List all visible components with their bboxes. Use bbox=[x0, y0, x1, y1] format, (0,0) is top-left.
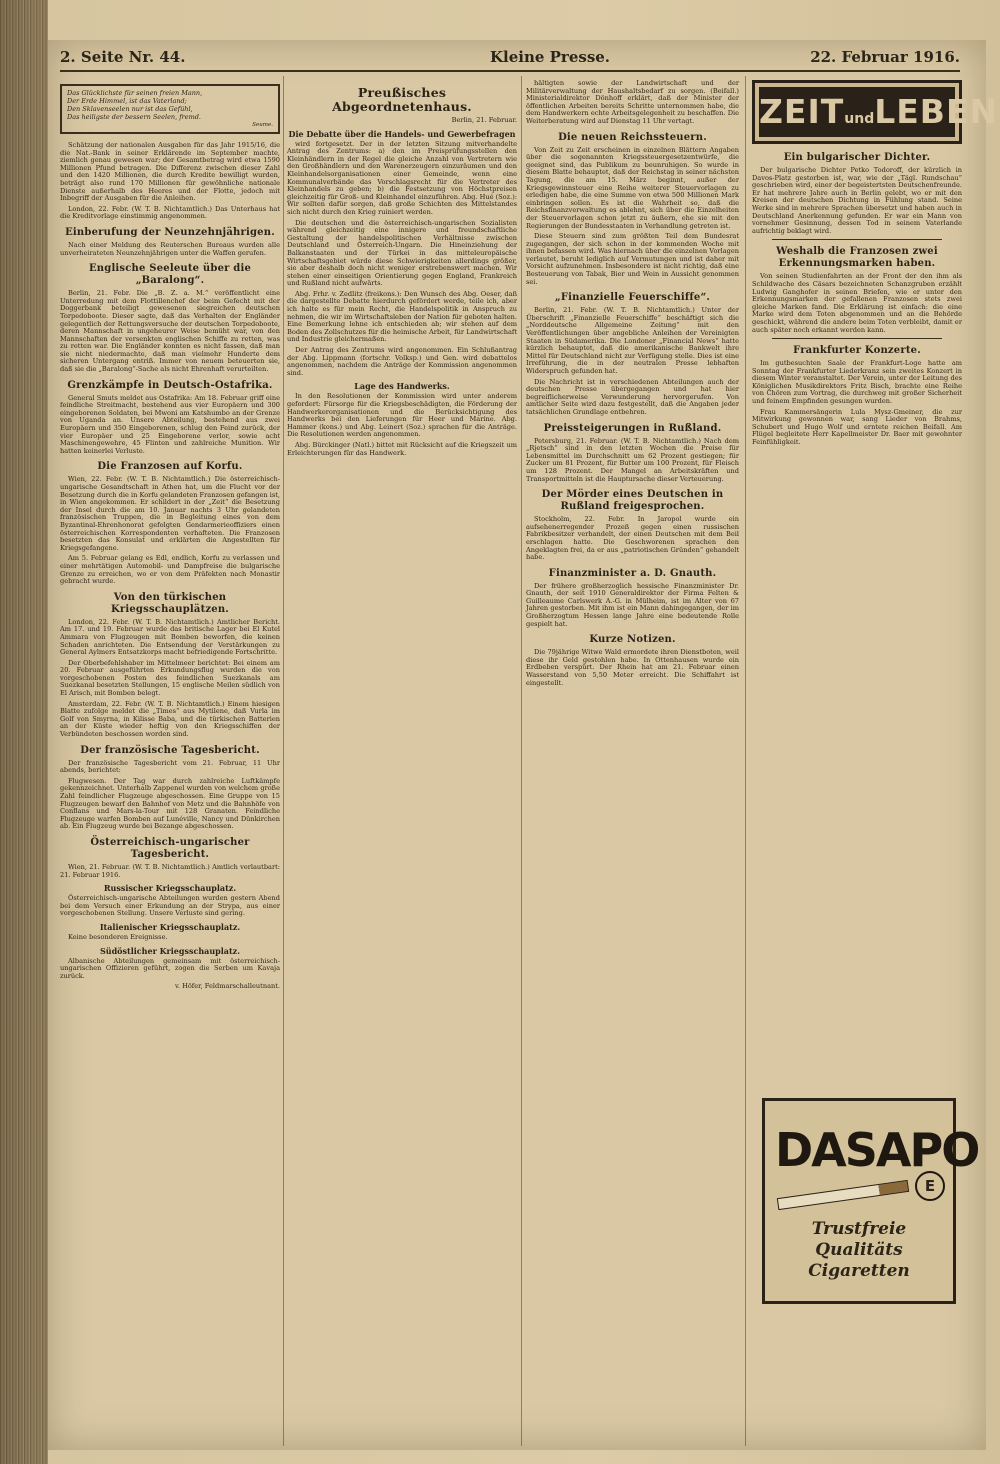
article-paragraph: Frau Kammersängerin Lula Mysz-Gmeiner, die zur Mitwirkung gewonnen war, sang Lieder von Brahms, Schubert und Hugo Wolf und erntete reichen Beifall. Am Flügel begleitete Herr Kapellmeister Dr. Baer mit gewohnter Feinfühligkeit. bbox=[752, 407, 962, 447]
article-paragraph: Die deutschen und die österreichisch-ungarischen Sozialisten während gleichzeitig eine innigere und freundschaftliche Gestaltung der handelspolitischen Verhältnisse zwischen Deutschland und Österreich-Ungarn. Die Hineinziehung der Balkanstaaten und der Türkei in das mitteleuropäische Wirtschaftsgebiet würde diese Schwierigkeiten allerdings größer, sie aber deshalb doch nicht weniger erstrebenswert machen. Wir stehen einer einseitigen Orientierung gegen England, Frankreich und Rußland nicht aufwärts. bbox=[287, 218, 517, 288]
article-signature: v. Höfer, Feldmarschalleutnant. bbox=[174, 982, 280, 991]
dasapo-advertisement bbox=[762, 1098, 979, 1304]
article-paragraph: Österreichisch-ungarische Abteilungen wurden gestern Abend bei dem Versuch einer Erkundung an der Strypa, aus einer vorgeschobenen Stellung. Unsere Verluste sind gering. bbox=[60, 894, 280, 918]
page-header bbox=[60, 44, 960, 72]
ad-emblem: E bbox=[915, 1171, 945, 1201]
article-paragraph: Die 79jährige Witwe Wald ermordete ihren Dienstboten, weil diese ihr Geld gestohlen habe. In Ottenhausen wurde ein Erdbeben verspürt. Der Rhein hat am 21. Februar einen Wasserstand von 5,50 Meter erreicht. Die Schiffahrt ist eingestellt. bbox=[526, 648, 739, 687]
article-paragraph: London, 22. Febr. (W. T. B. Nichtamtlich.) Das Unterhaus hat die Kreditvorlage einstimmig angenommen. bbox=[60, 204, 280, 221]
headline: Einberufung der Neunzehnjährigen. bbox=[65, 226, 275, 238]
headline: Preissteigerungen in Rußland. bbox=[543, 422, 722, 434]
poem-signature: Seume. bbox=[252, 122, 273, 128]
article-paragraph: Im gutbesuchten Saale der Frankfurt-Loge hatte am Sonntag der Frankfurter Liederkranz sein zweites Konzert in diesem Winter veranstaltet. Der Verein, unter der Leitung des Königlichen Musikdirektors Fritz Bisch, brachte eine Reihe von Chören zum Vortrag, die durchweg mit großer Sicherheit und feinem Empfinden gesungen wurden. bbox=[752, 359, 962, 406]
headline: Kurze Notizen. bbox=[589, 634, 676, 646]
article-paragraph: Flugwesen. Der Tag war durch zahlreiche Luftkämpfe gekennzeichnet. Unterhalb Zappenel wurden von welchem große Zahl feindlicher Flugzeuge abgeschossen. Eine Gruppe von 15 Flugzeugen bewarf den Bahnhof von Metz und die Bahnhöfe von Conflans und Mars-la-Tour mit 128 Granaten. Feindliche Flugzeuge warfen Bomben auf Lunéville, Nancy und Dünkirchen ab. Ein Flugzeug wurde bei Bezange abgeschossen. bbox=[60, 776, 280, 831]
zeit-und-leben-banner bbox=[752, 80, 999, 144]
headline: Österreichisch-ungarischer Tagesbericht. bbox=[90, 836, 250, 860]
article-paragraph: Der bulgarische Dichter Petko Todoroff, der kürzlich in Davos-Platz gestorben ist, war, wie der „Tägl. Rundschau“ geschrieben wird, einer der begeistertsten Deutschenfreunde. Er hat mehrere Jahre auch in Berlin gelebt, wo er mit den Kreisen der deutschen Dichtung in Fühlung stand. Seine Werke sind in mehrere Sprachen übersetzt und haben auch in Deutschland Anerkennung gefunden. Er war ein Mann von vornehmer Gesinnung, dessen Tod in seinem Vaterlande aufrichtig beklagt wird. bbox=[752, 166, 962, 235]
article-paragraph: Abg. Bürckinger (Natl.) bittet mit Rücksicht auf die Kriegszeit um Erleichterungen für das Handwerk. bbox=[287, 440, 517, 457]
article-paragraph: Die Nachricht ist in verschiedenen Abteilungen auch der deutschen Presse übergegangen und hat hier begreiflicherweise Verwunderung hervorgerufen. Von amtlicher Seite wird dazu festgestellt, daß die Angaben jeder tatsächlichen Grundlage entbehren. bbox=[526, 377, 739, 416]
ad-slogan bbox=[765, 1219, 953, 1282]
banner-word: LEBEN bbox=[874, 92, 999, 131]
article-paragraph: Diese Steuern sind zum größten Teil dem Bundesrat zugegangen, der sich schon in der kommenden Woche mit ihnen befassen wird. Was hiernach über die einzelnen Vorlagen verlautet, beruht lediglich auf Vermutungen und ist daher mit Vorsicht aufzunehmen. Insbesondere ist nicht richtig, daß eine Besteuerung von Tabak, Bier und Wein in Aussicht genommen sei. bbox=[526, 232, 739, 286]
separator-rule bbox=[772, 239, 942, 240]
article-paragraph: Von Zeit zu Zeit erscheinen in einzelnen Blättern Angaben über die sogenannten Kriegssteuergesetzentwürfe, die geeignet sind, das Publikum zu beunruhigen. So wurde in diesem Blatte behauptet, daß der Reichstag in seiner nächsten Tagung, die am 15. März beginnt, außer der Kriegsgewinnsteuer eine Reihe weiterer Steuervorlagen zu erledigen habe, die eine Summe von etwa 500 Millionen Mark einbringen sollen. Es ist die Wahrheit so, daß die Reichsfinanzverwaltung es ablehnt, sich über die Einzelheiten der Steuervorlagen schon jetzt zu äußern, ehe sie mit den Regierungen der Bundesstaaten in Verhandlung getreten ist. bbox=[526, 145, 739, 230]
article-paragraph: Wien, 22. Febr. (W. T. B. Nichtamtlich.) Die österreichisch-ungarische Gesandtschaft in Athen hat, um die Flucht vor der Besetzung durch die in Korfu gelandeten Franzosen gefangen ist, in Wien angekommen. Er schildert in der „Zeit“ die Besetzung der Insel durch die am 10. Januar nachts 3 Uhr gelandeten französischen Truppen, die in Begleitung eines von dem Byzantinal-Ehrenhonorat gefolgten Gendarmerieoffiziers einen österreichischen Korrespondenten verhafteten. Die Franzosen besetzten das Konsulat und erklärten die Angestellten für Kriegsgefangene. bbox=[60, 475, 280, 552]
article-paragraph: General Smuts meldet aus Ostafrika: Am 18. Februar griff eine feindliche Streitmacht, bestehend aus vier Europäern und 300 eingeborenen Soldaten, bei Mwoni am Katshumbo an der Grenze von Uganda an. Unsere Abteilung, bestehend aus zwei Europäern und 350 Eingeborenen, schlug den Feind zurück, der vier Europäer und 25 Eingeborene verlor, sowie acht Maschinengewehre, 45 Flinten und zahlreiche Munition. Wir hatten keinerlei Verluste. bbox=[60, 393, 280, 455]
headline: Der französische Tagesbericht. bbox=[80, 744, 260, 756]
subheadline: Südöstlicher Kriegsschauplatz. bbox=[99, 945, 240, 956]
ad-slogan-line: Cigaretten bbox=[808, 1261, 910, 1281]
separator-rule bbox=[772, 338, 942, 339]
subheadline: Russischer Kriegsschauplatz. bbox=[103, 883, 237, 894]
headline: Von den türkischen Kriegsschauplätzen. bbox=[111, 591, 229, 615]
ad-slogan-line: Trustfreie bbox=[811, 1219, 907, 1239]
article-paragraph: Berlin, 21. Febr. Die „B. Z. a. M.“ veröffentlicht eine Unterredung mit dem Flottillenchef der beim Gefecht mit der Doggerbank beteiligt gewesenen siegreichen deutschen Torpedoboote. Dieser sagte, daß das Verhalten der Engländer gelegentlich der Rettungsversuche der deutschen Torpedoboote, deren Mannschaft in ungeheurer Weise bemüht war, von den Mannschaften der versenkten englischen Schiffe zu retten, was zu retten war. Die Engländer konnten es nicht fassen, daß man sie nicht niedermachte, daß man vielmehr Hunderte dem sicheren Untergang entriß. Immer von neuem beteuerten sie, daß sie die „Baralong“-Sache als nicht Ehrenhaft verurteilten. bbox=[60, 289, 280, 374]
headline: „Finanzielle Feuerschiffe“. bbox=[554, 292, 711, 304]
headline: Die neuen Reichssteuern. bbox=[558, 131, 707, 143]
article-paragraph: Der Antrag des Zentrums wird angenommen. Ein Schlußantrag der Abg. Lippmann (fortschr. Volksp.) und Gen. wird debattelos angenommen, nachdem die Anträge der Kommission angenommen sind. bbox=[287, 346, 517, 377]
headline: Englische Seeleute über die „Baralong“. bbox=[88, 263, 252, 287]
article-paragraph: Der frühere großherzoglich hessische Finanzminister Dr. Gnauth, der seit 1910 Generaldirektor der Firma Felten & Guilleaume Carlswerk A.-G. in Mülheim, ist im Alter von 67 Jahren gestorben. Mit ihm ist ein Mann dahingegangen, der im Großherzogtum Hessen lange Jahre eine bedeutende Rolle gespielt hat. bbox=[526, 581, 739, 628]
column-2 bbox=[287, 80, 517, 1440]
article-paragraph: In den Resolutionen der Kommission wird unter anderem gefordert: Fürsorge für die Kriegsbeschädigten, die Förderung der Handwerkerorganisationen und die Berücksichtigung des Handwerks bei den Lieferungen für Heer und Marine. Abg. Hammer (kons.) und Abg. Leinert (Soz.) sprachen für die Anträge. Die Resolutionen werden angenommen. bbox=[287, 392, 517, 439]
article-paragraph: Keine besonderen Ereignisse. bbox=[68, 932, 168, 941]
poem-line: Das heiligste der bessern Seelen, fremd. bbox=[67, 113, 201, 121]
headline: Frankfurter Konzerte. bbox=[793, 345, 921, 357]
poem-line: Der Erde Himmel, ist das Vaterland; bbox=[67, 97, 187, 105]
article-paragraph: Amsterdam, 22. Febr. (W. T. B. Nichtamtlich.) Einem hiesigen Blatte zufolge meldet die „Times“ aus Mytilene, daß Vurla im Golf von Smyrna, in Kilisse Baba, und die türkischen Batterien an der Küste wieder heftig von den Kriegsschiffen der Verbündeten beschossen worden sind. bbox=[60, 699, 280, 739]
headline: Preußisches Abgeordnetenhaus. bbox=[332, 85, 472, 114]
banner-title bbox=[759, 87, 999, 137]
article-paragraph: Petersburg, 21. Februar. (W. T. B. Nichtamtlich.) Nach dem „Rjetsch“ sind in den letzten Wochen die Preise für Lebensmittel im Durchschnitt um 62 Prozent gestiegen; für Zucker um 81 Prozent, für Butter um 100 Prozent, für Fleisch um 128 Prozent. Der Mangel an Arbeitskräften und Transportmitteln ist die Hauptursache dieser Verteuerung. bbox=[526, 436, 739, 483]
newspaper-title: Kleine Presse. bbox=[490, 48, 611, 66]
article-paragraph: Stockholm, 22. Febr. In Jaropol wurde ein aufsehenerregender Prozeß gegen einen russischen Fabrikbesitzer verhandelt, der einen Deutschen mit dem Beil erschlagen hatte. Die Geschworenen sprachen den Angeklagten frei, da er aus „patriotischen Gründen“ gehandelt habe. bbox=[526, 515, 739, 562]
article-paragraph: Nach einer Meldung des Reuterschen Bureaus wurden alle unverheirateten Neunzehnjährigen unter die Waffen gerufen. bbox=[60, 240, 280, 257]
poem-line: Den Sklavenseelen nur ist das Gefühl, bbox=[67, 105, 193, 113]
issue-date: 22. Februar 1916. bbox=[810, 48, 960, 66]
ad-slogan-line: Qualitäts bbox=[815, 1240, 903, 1260]
banner-word: ZEIT bbox=[759, 92, 845, 131]
headline: Grenzkämpfe in Deutsch-Ostafrika. bbox=[67, 379, 273, 391]
poem-line: Das Glücklichste für seinen freien Mann, bbox=[67, 89, 203, 97]
headline: Finanzminister a. D. Gnauth. bbox=[548, 567, 717, 579]
article-paragraph: Schätzung der nationalen Ausgaben für das Jahr 1915/16, die die Nat.-Bank in seiner Erklärende im September machte, ziemlich genau gewesen war; der Gesamtbetrag wird etwa 1590 Millionen Pfund betragen. Die Differenz zwischen dieser Zahl und den 1420 Millionen, die durch Kredite bewilligt wurden, beträgt also rund 170 Millionen für gewöhnliche nationale Dienste außerhalb des Heeres und der Flotte, jedoch mit Inbegriff der Ausgaben für die Anleihen. bbox=[60, 141, 280, 203]
article-paragraph: Der Oberbefehlshaber im Mittelmeer berichtet: Bei einem am 20. Februar ausgeführten Erkundungsflug wurden die von vorgeschobenen Posten des feindlichen Suezkanals am Suezkanal besetzten Stellungen, 15 englische Meilen südlich von El Arisch, mit Bomben belegt. bbox=[60, 658, 280, 698]
article-paragraph: Von seinen Studienfahrten an der Front der den ihm als Schildwache des Cäsars bezeichneten Schanzgruben erzählt Ludwig Ganghofer in seinen Briefen, wie er unter den Erkennungsmarken der gefallenen Franzosen stets zwei gleiche Marken fand. Die Erklärung ist einfach: die eine Marke wird dem Toten abgenommen und an die Behörde geschickt, während die andere beim Toten verbleibt, damit er auch später noch erkannt werden kann. bbox=[752, 272, 962, 334]
article-paragraph: hältigten sowie der Landwirtschaft und der Militärverwaltung der Haushaltsbedarf zu sorgen. (Beifall.) Ministerialdirektor Dönhoff erklärt, daß der Minister der öffentlichen Arbeiten bereits Schritte unternommen habe, die dem Handwerkern echte Arbeitsgelegenheit zu beschaffen. Die Weiterberatung wird auf Dienstag 11 Uhr vertagt. bbox=[526, 79, 739, 125]
column-1 bbox=[60, 80, 280, 1440]
headline: Weshalb die Franzosen zwei Erkennungsmarken haben. bbox=[776, 246, 938, 270]
column-divider bbox=[521, 76, 522, 1446]
column-divider bbox=[745, 76, 746, 1446]
book-binding bbox=[0, 0, 48, 1464]
headline: Ein bulgarischer Dichter. bbox=[783, 152, 931, 163]
headline: Die Franzosen auf Korfu. bbox=[97, 461, 243, 473]
article-paragraph: Albanische Abteilungen gemeinsam mit österreichisch-ungarischen Offizieren geführt, zogen die Serben um Kavaja zurück. bbox=[60, 956, 280, 980]
poem-box bbox=[60, 84, 280, 134]
article-paragraph: Wien, 21. Februar. (W. T. B. Nichtamtlich.) Amtlich verlautbart: 21. Februar 1916. bbox=[60, 862, 280, 879]
page-number: 2. Seite Nr. 44. bbox=[60, 48, 186, 66]
article-paragraph: wird fortgesetzt. Der in der letzten Sitzung mitverhandelte Antrag des Zentrums: a) den im Preisprüfungsstellen den Kleinhändlern in der Regel die gleiche Anzahl von Vertretern wie den Großhändlern und den Warenerzeugern einzuräumen und den Kleinhandelsorganisationen einer Gemeinde, wenn eine Kommunalverbände das Vorschlagsrecht für die Vertreter des Kleinhandels zu geben; b) die Festsetzung von Höchstpreisen gleichzeitig für Groß- und Kleinhandel einzuführen. Abg. Hué (Soz.): Wir sollten dafür sorgen, daß große Schichten des Mittelstandes sich nicht durch den Krieg ruiniert werden. bbox=[287, 139, 517, 216]
article-paragraph: Der französische Tagesbericht vom 21. Februar, 11 Uhr abends, berichtet: bbox=[60, 758, 280, 775]
subheadline: Italienischer Kriegsschauplatz. bbox=[99, 921, 241, 932]
article-paragraph: Abg. Frhr. v. Zedlitz (freikons.): Den Wunsch des Abg. Oeser, daß die dargestellte Debatte hierdurch gefördert werde, teile ich, aber ich halte es für mein Recht, die Handelspolitik in Anspruch zu nehmen, die wir im Wirtschaftsleben der Nation für geboten halten. Eine Bemerkung lehne ich entschieden ab; wir stehen auf dem Boden des Zollschutzes für die heimische Arbeit, für Landwirtschaft und Industrie gleichermaßen. bbox=[287, 289, 517, 344]
subheadline: Die Debatte über die Handels- und Gewerbefragen bbox=[288, 128, 516, 139]
article-paragraph: Berlin, 21. Febr. (W. T. B. Nichtamtlich.) Unter der Überschrift „Finanzielle Feuerschiffe“ beschäftigt sich die „Norddeutsche Allgemeine Zeitung“ mit den Veröffentlichungen über angebliche Anleihen der Vereinigten Staaten in Südamerika. Die Londoner „Financial News“ hatte kürzlich behauptet, daß die amerikanische Bankwelt ihre Mittel für Deutschland nicht zur Verfügung stelle. Dies ist eine Irreführung, die in der neutralen Presse lebhaften Widerspruch gefunden hat. bbox=[526, 306, 739, 375]
column-3 bbox=[526, 80, 739, 1440]
dateline: Berlin, 21. Februar. bbox=[451, 116, 517, 124]
article-paragraph: Am 5. Februar gelang es Edl, endlich, Korfu zu verlassen und einer mehrtätigen Automobil- und Dampfreise die bulgarische Grenze zu erreichen, wo er von dem Präfekten nach Monastir gebracht wurde. bbox=[60, 554, 280, 586]
headline: Der Mörder eines Deutschen in Rußland freigesprochen. bbox=[541, 489, 724, 513]
article-paragraph: London, 22. Febr. (W. T. B. Nichtamtlich.) Amtlicher Bericht. Am 17. und 19. Februar wurde das britische Lager bei El Kutel Ammara von Flugzeugen mit Bomben beworfen, die keinen Schaden anrichteten. Die Entsendung der Verstärkungen zu General Aylmers Entsatzkorps macht befriedigende Fortschritte. bbox=[60, 617, 280, 657]
banner-word: und bbox=[844, 111, 875, 127]
subheadline: Lage des Handwerks. bbox=[354, 381, 450, 392]
column-divider bbox=[283, 76, 284, 1446]
cigarette-icon bbox=[777, 1180, 909, 1210]
ad-brand-name: DASAPO bbox=[775, 1123, 979, 1177]
